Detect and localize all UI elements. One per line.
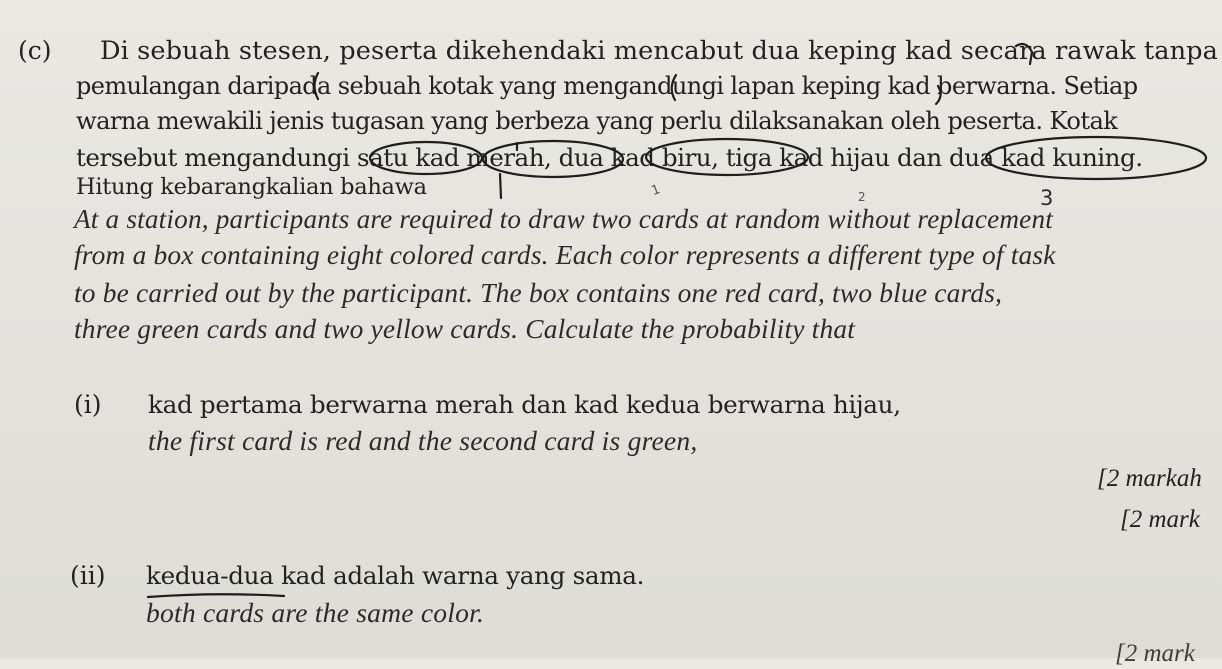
malay-line-5: Hitung kebarangkalian bahawa [76, 174, 427, 200]
part-i-malay: kad pertama berwarna merah dan kad kedua berwarna hijau, [148, 390, 901, 419]
part-ii-label: (ii) [70, 561, 106, 590]
marks-text: [2 markah [1097, 465, 1202, 492]
part-i-english: the first card is red and the second card is green, [148, 425, 698, 456]
part-ii-marks-english [1115, 638, 1195, 669]
malay-line-2: pemulangan daripada sebuah kotak yang mengandungi lapan keping kad berwarna. Setiap [76, 72, 1138, 100]
part-i-label: (i) [74, 390, 102, 419]
malay-line-4: tersebut mengandungi satu kad merah, dua kad biru, tiga kad hijau dan dua kad kuning. [76, 143, 1143, 172]
english-line-3: to be carried out by the participant. The box contains one red card, two blue cards, [74, 278, 1003, 308]
marks-text: [2 mark [1115, 640, 1195, 667]
part-i-marks-english [1120, 504, 1200, 535]
handwritten-number: 1 [649, 182, 663, 199]
part-i-marks-malay [1097, 463, 1202, 494]
question-label: (c) [18, 36, 52, 65]
english-line-2: from a box containing eight colored cards. Each color represents a different type of task [74, 240, 1056, 270]
malay-line-3: warna mewakili jenis tugasan yang berbeza yang perlu dilaksanakan oleh peserta. Kotak [76, 107, 1118, 135]
malay-line-1: Di sebuah stesen, peserta dikehendaki mencabut dua keping kad secara rawak tanpa [100, 36, 1219, 66]
handwritten-number: 2 [858, 190, 866, 204]
part-ii-malay: kedua-dua kad adalah warna yang sama. [146, 561, 645, 590]
handwritten-number: 3 [1040, 186, 1054, 210]
part-ii-english: both cards are the same color. [146, 597, 485, 628]
english-line-1: At a station, participants are required to draw two cards at random without replacement [74, 204, 1053, 234]
pen-bar [500, 174, 501, 198]
marks-text: [2 mark [1120, 506, 1200, 533]
english-line-4: three green cards and two yellow cards. Calculate the probability that [74, 314, 856, 344]
